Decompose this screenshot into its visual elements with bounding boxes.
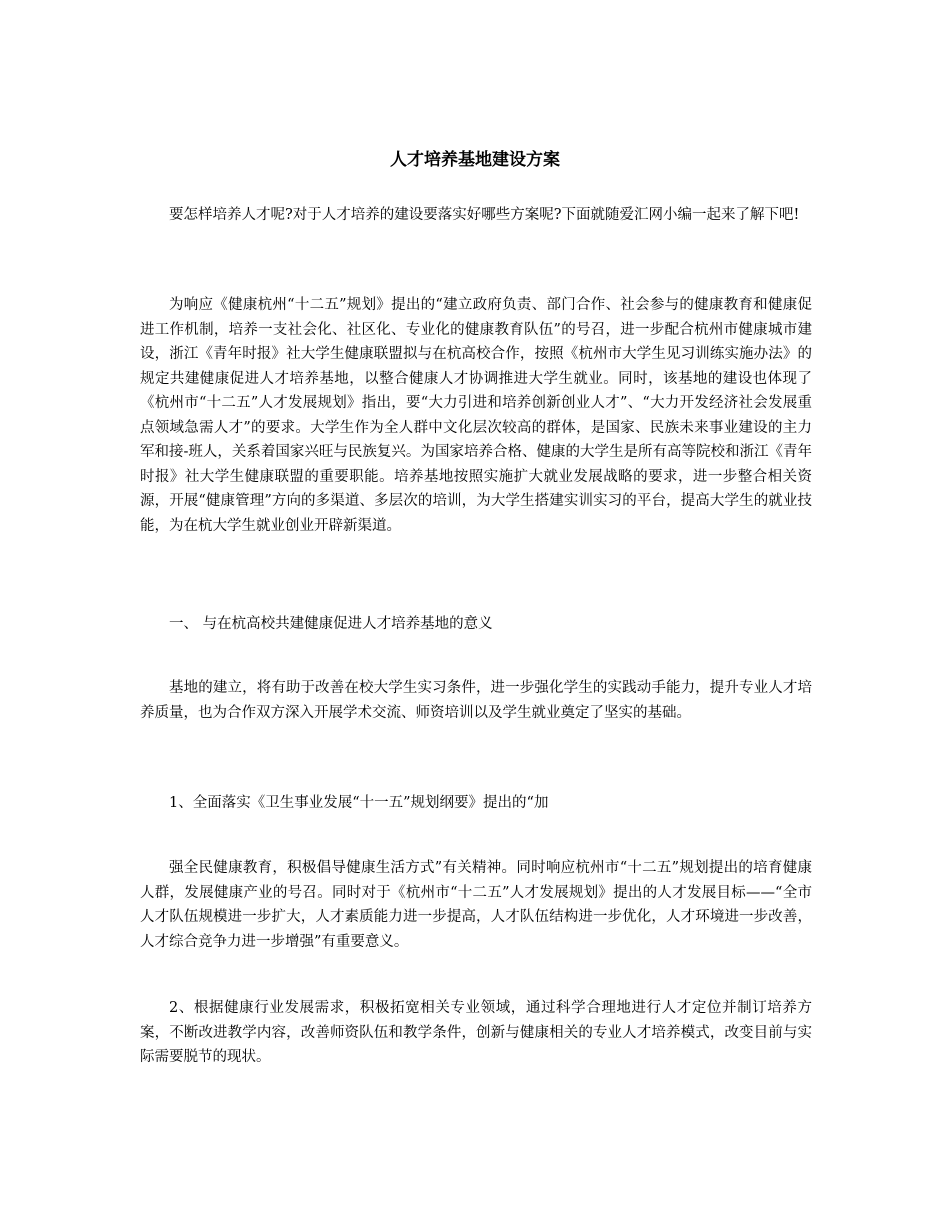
document-title: 人才培养基地建设方案 bbox=[390, 150, 560, 170]
item-1-heading: 1、全面落实《卫生事业发展“十一五”规划纲要》提出的“加 bbox=[169, 795, 549, 811]
item-1-paragraph: 强全民健康教育，积极倡导健康生活方式”有关精神。同时响应杭州市“十二五”规划提出的培育健康人群，发展健康产业的号召。同时对于《杭州市“十二五”人才发展规划》提出的人才发展目标——“全市人才队伍规模进一步扩大，人才素质能力进一步提高，人才队伍结构进一步优化，人才环境进一步改善，人才综合竞争力进一步增强”有重要意义。 bbox=[140, 860, 812, 950]
background-paragraph: 为响应《健康杭州“十二五”规划》提出的“建立政府负责、部门合作、社会参与的健康教育和健康促进工作机制，培养一支社会化、社区化、专业化的健康教育队伍”的号召，进一步配合杭州市健康城市建设，浙江《青年时报》社大学生健康联盟拟与在杭高校合作，按照《杭州市大学生见习训练实施办法》的规定共建健康促进人才培养基地，以整合健康人才协调推进大学生就业。同时，该基地的建设也体现了《杭州市“十二五”人才发展规划》指出，要“大力引进和培养创新创业人才”、“大力开发经济社会发展重点领域急需人才”的要求。大学生作为全人群中文化层次较高的群体，是国家、民族未来事业建设的主力军和接-班人，关系着国家兴旺与民族复兴。为国家培养合格、健康的大学生是所有高等院校和浙江《青年时报》社大学生健康联盟的重要职能。培养基地按照实施扩大就业发展战略的要求，进一步整合相关资源，开展“健康管理”方向的多渠道、多层次的培训，为大学生搭建实训实习的平台，提高大学生的就业技能，为在杭大学生就业创业开辟新渠道。 bbox=[140, 297, 812, 534]
section-heading-significance: 一、 与在杭高校共建健康促进人才培养基地的意义 bbox=[169, 616, 493, 632]
item-2-paragraph: 2、根据健康行业发展需求，积极拓宽相关专业领域，通过科学合理地进行人才定位并制订培养方案，不断改进教学内容，改善师资队伍和教学条件，创新与健康相关的专业人才培养模式，改变目前与实际需要脱节的现状。 bbox=[140, 1000, 812, 1065]
significance-paragraph: 基地的建立，将有助于改善在校大学生实习条件，进一步强化学生的实践动手能力，提升专业人才培养质量，也为合作双方深入开展学术交流、师资培训以及学生就业奠定了坚实的基础。 bbox=[140, 680, 812, 721]
intro-paragraph: 要怎样培养人才呢?对于人才培养的建设要落实好哪些方案呢?下面就随爱汇网小编一起来了解下吧! bbox=[169, 207, 800, 223]
